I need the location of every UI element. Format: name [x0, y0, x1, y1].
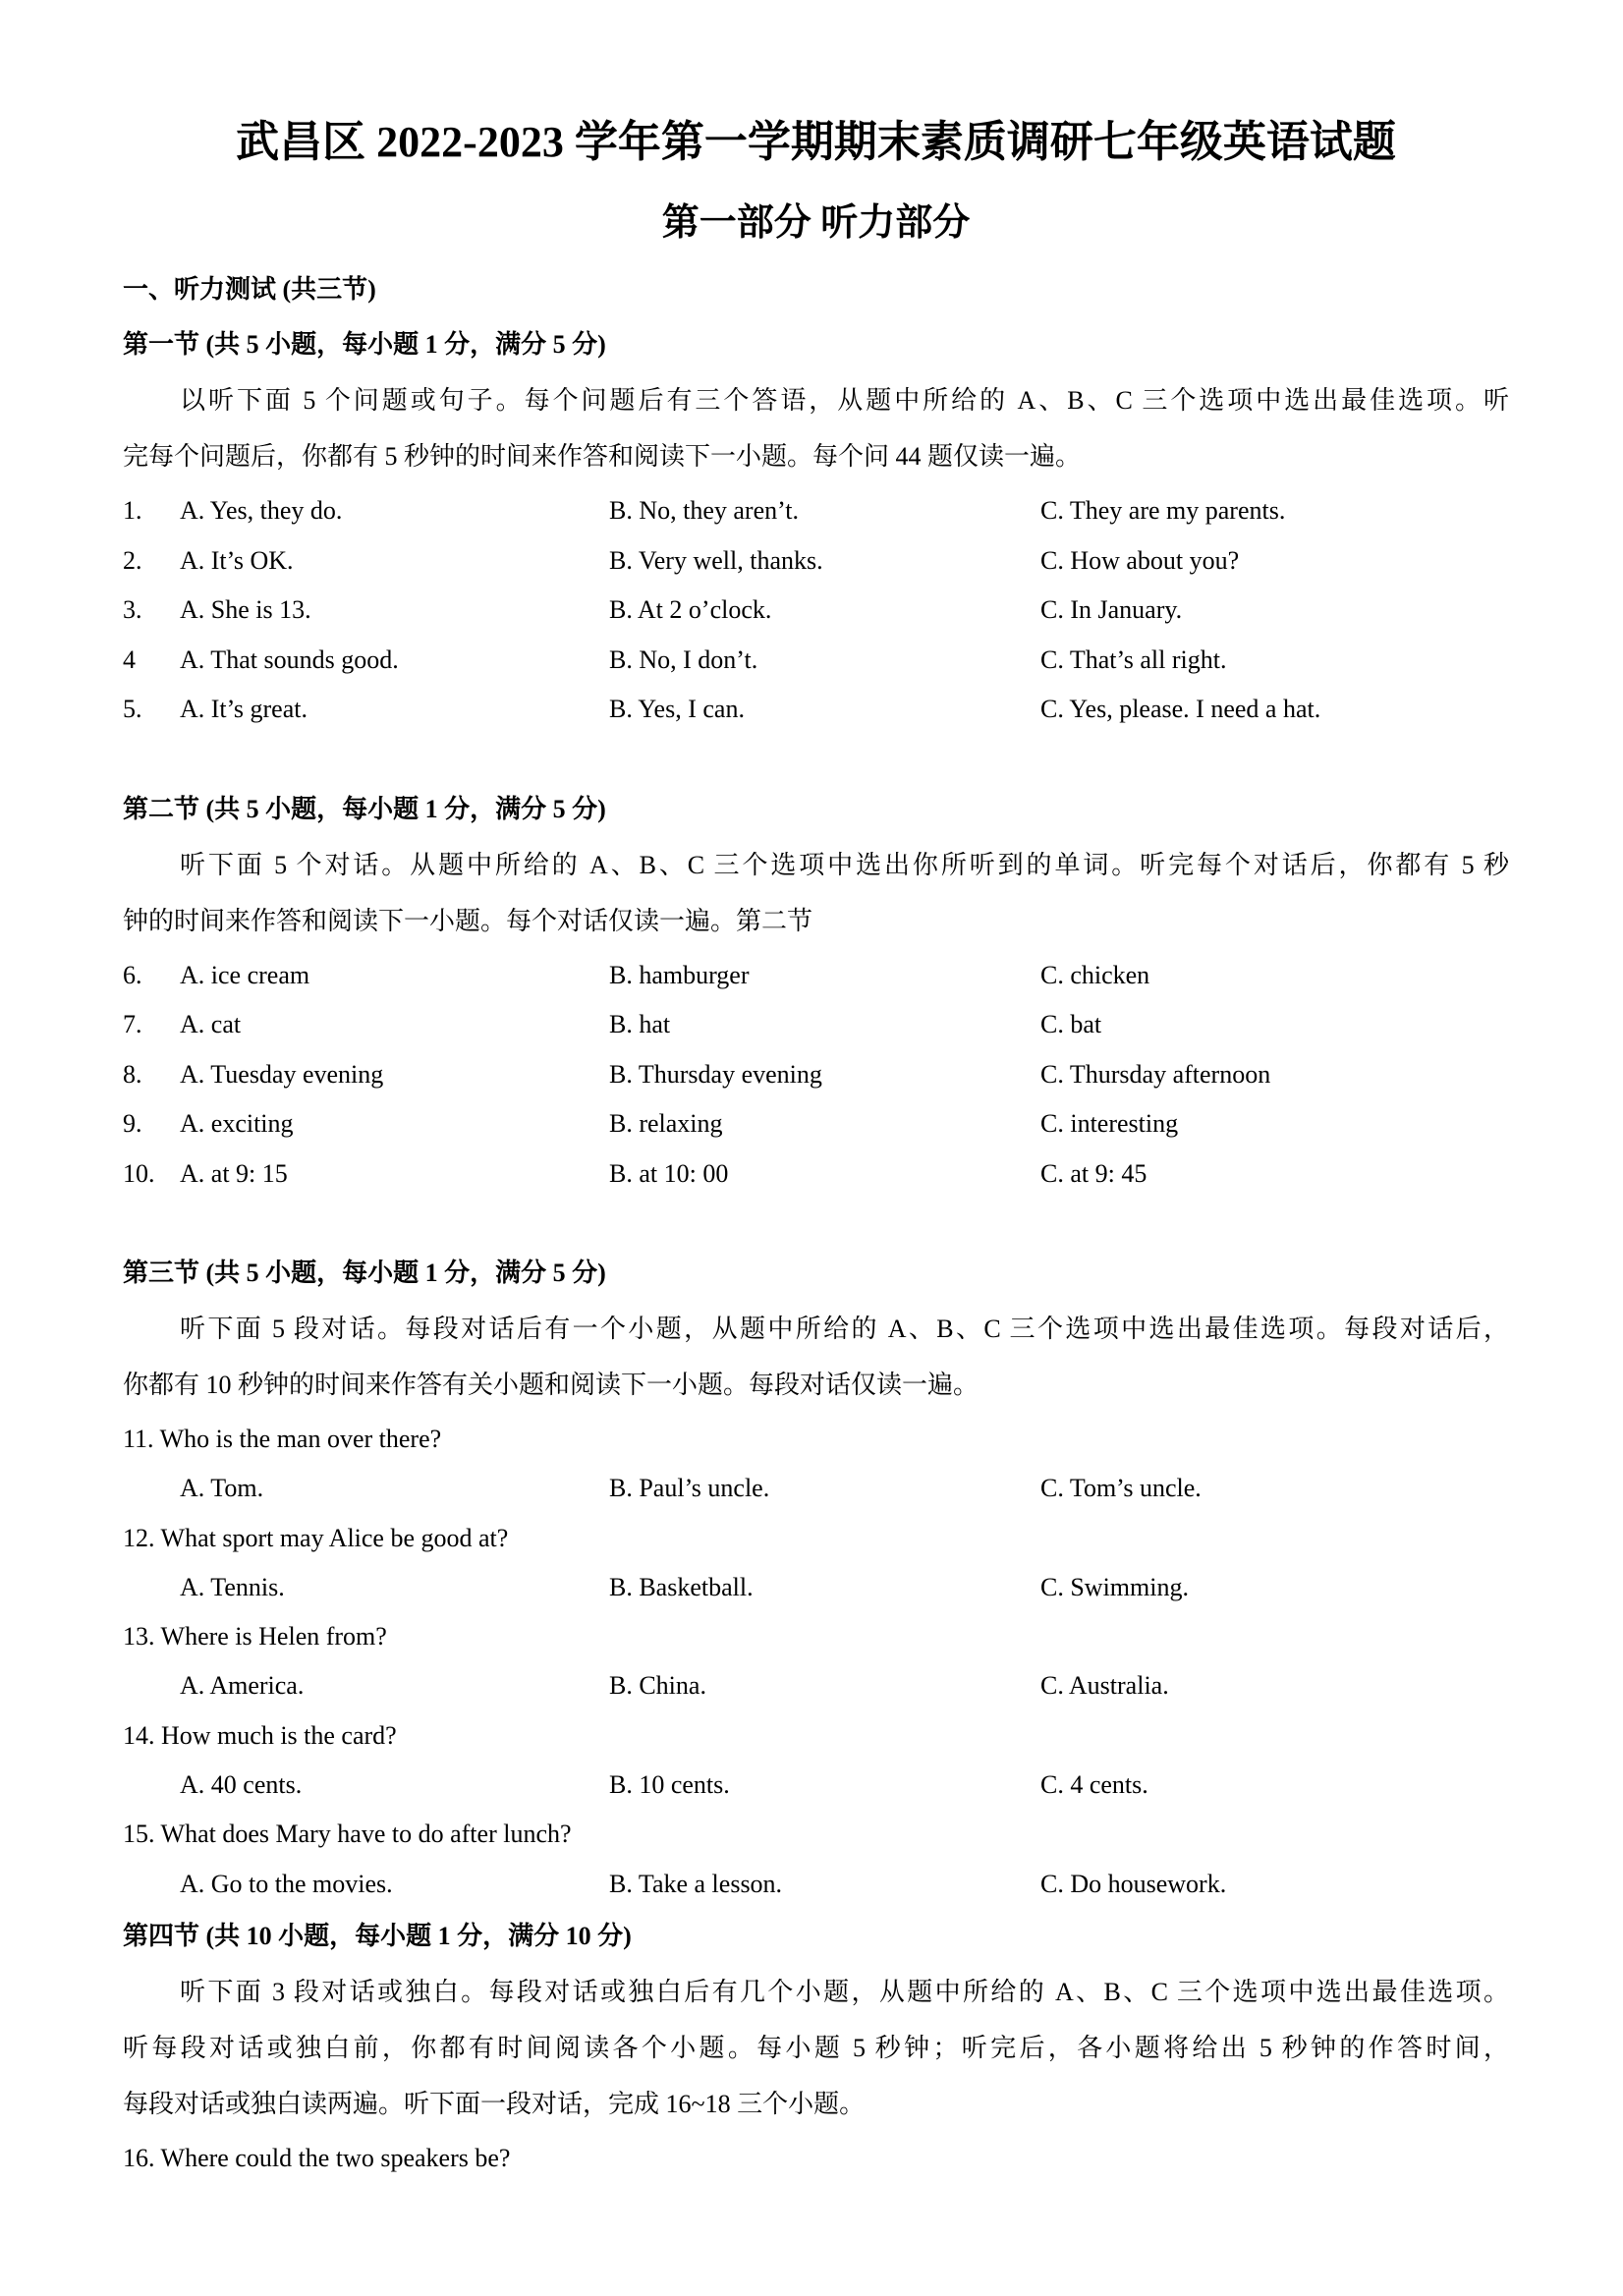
section-3: [123, 1246, 1509, 1909]
question-number: 4: [123, 644, 136, 674]
question-number: 9.: [123, 1109, 142, 1138]
question-row: [123, 536, 1509, 587]
instruction-line: 完每个问题后，你都有 5 秒钟的时间来作答和阅读下一小题。每个问 44 题仅读一遍。: [123, 442, 1082, 471]
question-row: [123, 685, 1509, 735]
question-row: [123, 1149, 1509, 1200]
instruction-line: 你都有 10 秒钟的时间来作答有关小题和阅读下一小题。每段对话仅读一遍。: [123, 1371, 979, 1399]
part-title: 第一部分 听力部分: [661, 202, 971, 244]
exam-title: 武昌区 2022-2023 学年第一学期期末素质调研七年级英语试题: [236, 118, 1396, 166]
instruction-line: 以听下面 5 个问题或句子。每个问题后有三个答语，从题中所给的 A、B、C 三个选项中选出最佳选项。听: [180, 386, 1509, 415]
question-row: [123, 1050, 1509, 1100]
option-a: A. Tennis.: [180, 1572, 285, 1601]
question-stem: 12. What sport may Alice be good at?: [123, 1523, 509, 1552]
option-b: B. hat: [609, 1010, 671, 1038]
section-instructions: [123, 1964, 1509, 2132]
option-c: C. Swimming.: [1040, 1572, 1189, 1601]
option-c: C. They are my parents.: [1040, 496, 1286, 525]
option-c: C. 4 cents.: [1040, 1770, 1148, 1800]
question-number: 3.: [123, 595, 142, 624]
section-heading: 第二节 (共 5 小题，每小题 1 分，满分 5 分): [123, 794, 606, 823]
option-b: B. China.: [609, 1671, 706, 1701]
option-a: A. That sounds good.: [180, 644, 399, 674]
option-c: C. That’s all right.: [1040, 644, 1227, 674]
option-a: A. Tom.: [180, 1474, 264, 1503]
option-c: C. Australia.: [1040, 1671, 1169, 1701]
section-heading: 第一节 (共 5 小题，每小题 1 分，满分 5 分): [123, 330, 606, 359]
section-4: [123, 1909, 1509, 2183]
option-b: B. Paul’s uncle.: [609, 1474, 770, 1503]
section-2: [123, 782, 1509, 1200]
option-c: C. Yes, please. I need a hat.: [1040, 695, 1321, 723]
instruction-line: 听下面 5 个对话。从题中所给的 A、B、C 三个选项中选出你所听到的单词。听完每个对话后，你都有 5 秒: [180, 850, 1509, 879]
option-a: A. America.: [180, 1671, 305, 1701]
document-body: [123, 103, 1509, 2183]
option-c: C. at 9: 45: [1040, 1158, 1147, 1188]
question-number: 6.: [123, 960, 142, 989]
instruction-line: 听下面 5 段对话。每段对话后有一个小题，从题中所给的 A、B、C 三个选项中选出最佳选项。每段对话后，: [180, 1315, 1509, 1343]
option-c: C. Tom’s uncle.: [1040, 1474, 1202, 1503]
option-a: A. It’s great.: [180, 695, 308, 723]
instruction-line: 钟的时间来作答和阅读下一小题。每个对话仅读一遍。第二节: [123, 906, 813, 935]
question-row: [123, 636, 1509, 686]
option-b: B. No, I don’t.: [609, 644, 758, 674]
option-b: B. Basketball.: [609, 1572, 754, 1601]
option-a: A. 40 cents.: [180, 1770, 303, 1800]
question-stem: 16. Where could the two speakers be?: [123, 2143, 511, 2172]
instruction-line: 每段对话或独白读两遍。听下面一段对话，完成 16~18 三个小题。: [123, 2089, 866, 2118]
question-row: [123, 1099, 1509, 1149]
question-row: [123, 951, 1509, 1001]
section-1: [123, 317, 1509, 735]
option-b: B. 10 cents.: [609, 1770, 730, 1800]
question-row: [123, 586, 1509, 636]
option-a: A. She is 13.: [180, 595, 311, 624]
question-row: [123, 486, 1509, 536]
option-b: B. Thursday evening: [609, 1059, 822, 1089]
option-c: C. In January.: [1040, 595, 1183, 624]
options-row: [123, 1464, 1509, 1513]
options-row: [123, 1860, 1509, 1909]
option-b: B. at 10: 00: [609, 1158, 729, 1188]
section-heading: 第四节 (共 10 小题，每小题 1 分，满分 10 分): [123, 1921, 632, 1950]
option-c: C. bat: [1040, 1010, 1102, 1038]
option-a: A. Yes, they do.: [180, 496, 343, 525]
options-row: [123, 1661, 1509, 1710]
options-row: [123, 1761, 1509, 1810]
option-b: B. No, they aren’t.: [609, 496, 800, 525]
option-a: A. exciting: [180, 1109, 294, 1138]
question-stem: 13. Where is Helen from?: [123, 1622, 387, 1652]
question-number: 7.: [123, 1010, 142, 1038]
question-row: [123, 1000, 1509, 1050]
question-number: 10.: [123, 1158, 155, 1188]
question-stem: 11. Who is the man over there?: [123, 1425, 442, 1453]
question-stem: 14. How much is the card?: [123, 1720, 397, 1750]
option-b: B. hamburger: [609, 960, 750, 989]
option-a: A. Go to the movies.: [180, 1869, 393, 1898]
option-c: C. chicken: [1040, 960, 1150, 989]
option-a: A. ice cream: [180, 960, 310, 989]
options-row: [123, 1563, 1509, 1612]
question-number: 8.: [123, 1059, 142, 1089]
option-b: B. relaxing: [609, 1109, 723, 1138]
option-a: A. cat: [180, 1010, 242, 1038]
section-instructions: [123, 1301, 1509, 1413]
option-b: B. Very well, thanks.: [609, 545, 823, 575]
section-heading: 第三节 (共 5 小题，每小题 1 分，满分 5 分): [123, 1259, 606, 1287]
section-instructions: [123, 372, 1509, 484]
instruction-line: 听每段对话或独白前，你都有时间阅读各个小题。每小题 5 秒钟；听完后，各小题将给出 5 秒钟的作答时间，: [123, 2033, 1509, 2062]
option-a: A. Tuesday evening: [180, 1059, 384, 1089]
section-instructions: [123, 837, 1509, 949]
question-stem: 15. What does Mary have to do after lunch?: [123, 1820, 572, 1849]
question-number: 5.: [123, 695, 142, 723]
option-b: B. Yes, I can.: [609, 695, 745, 723]
question-number: 1.: [123, 496, 142, 525]
option-b: B. Take a lesson.: [609, 1869, 783, 1898]
option-a: A. It’s OK.: [180, 545, 294, 575]
option-b: B. At 2 o’clock.: [609, 595, 772, 624]
option-c: C. How about you?: [1040, 545, 1240, 575]
question-number: 2.: [123, 545, 142, 575]
listening-heading: 一、听力测试 (共三节): [123, 275, 376, 304]
option-c: C. Thursday afternoon: [1040, 1059, 1271, 1089]
option-c: C. interesting: [1040, 1109, 1179, 1138]
instruction-line: 听下面 3 段对话或独白。每段对话或独白后有几个小题，从题中所给的 A、B、C 三个选项中选出最佳选项。: [180, 1977, 1509, 2006]
option-c: C. Do housework.: [1040, 1869, 1227, 1898]
option-a: A. at 9: 15: [180, 1158, 288, 1188]
